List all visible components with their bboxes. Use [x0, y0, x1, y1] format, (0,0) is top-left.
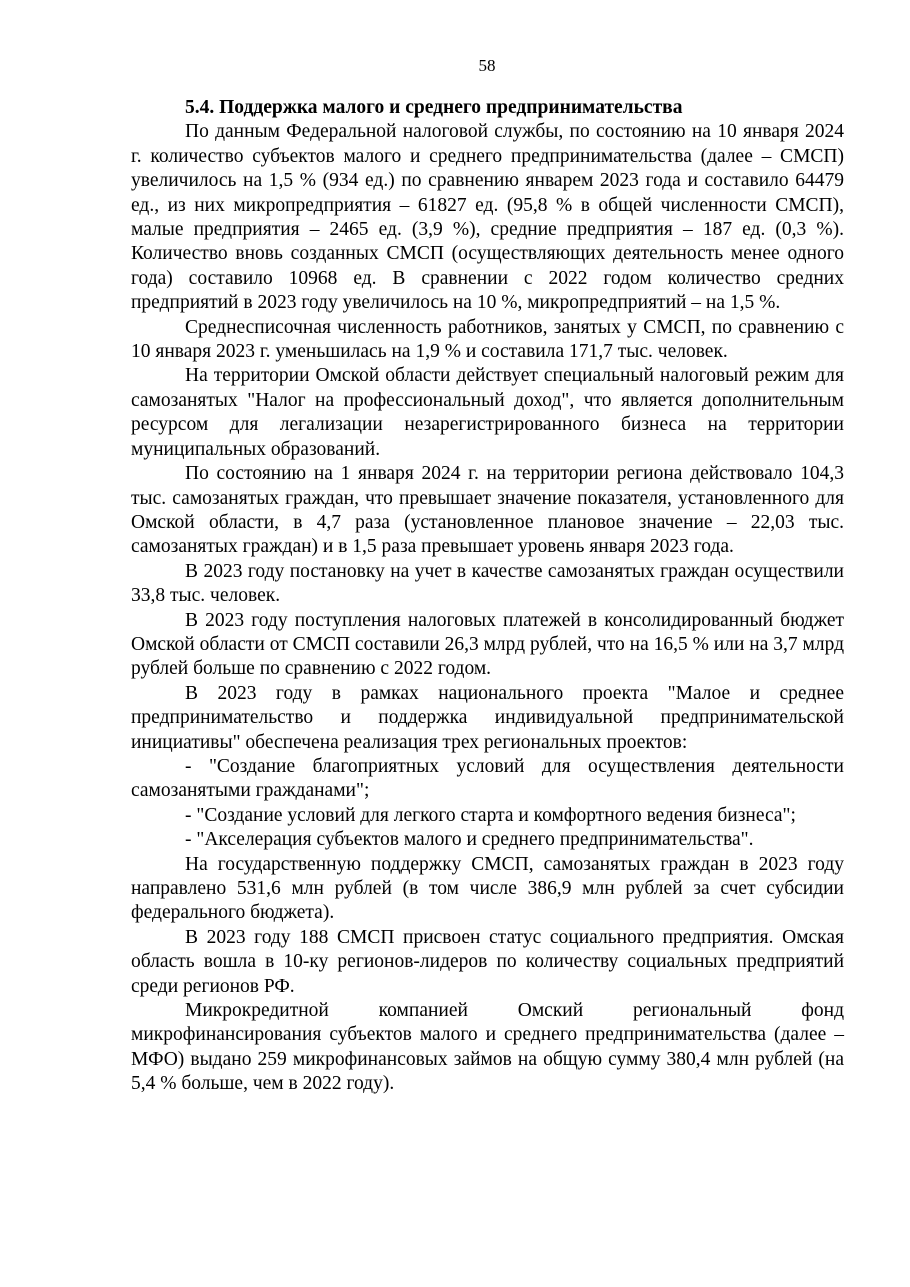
- paragraph-smsp-count: По данным Федеральной налоговой службы, по состоянию на 10 января 2024 г. количество субъектов малого и среднего предпринимательства (далее – СМСП) увеличилось на 1,5 % (934 ед.) по сравнению январем 2023 года и составило 64479 ед., из них микропредприятия – 61827 ед. (95,8 % в общей численности СМСП), малые предприятия – 2465 ед. (3,9 %), средние предприятия – 187 ед. (0,3 %). Количество вновь созданных СМСП (осуществляющих деятельность менее одного года) составило 10968 ед. В сравнении с 2022 годом количество средних предприятий в 2023 году увеличилось на 10 %, микропредприятий – на 1,5 %.: [131, 121, 844, 314]
- list-item-project-1: - "Создание благоприятных условий для осуществления деятельности самозанятыми гражданами";: [131, 755, 844, 802]
- paragraph-national-project: В 2023 году в рамках национального проекта "Малое и среднее предпринимательство и поддержка индивидуальной предпринимательской инициативы" обеспечена реализация трех региональных проектов:: [131, 682, 844, 753]
- paragraph-employees: Среднесписочная численность работников, занятых у СМСП, по сравнению с 10 января 2023 г. уменьшилась на 1,9 % и составила 171,7 тыс. человек.: [131, 316, 844, 363]
- paragraph-state-support: На государственную поддержку СМСП, самозанятых граждан в 2023 году направлено 531,6 млн рублей (в том числе 386,9 млн рублей за счет субсидии федерального бюджета).: [131, 853, 844, 924]
- page-number: 58: [478, 56, 496, 75]
- paragraph-microfinance: Микрокредитной компанией Омский региональный фонд микрофинансирования субъектов малого и среднего предпринимательства (далее – МФО) выдано 259 микрофинансовых займов на общую сумму 380,4 млн рублей (на 5,4 % больше, чем в 2022 году).: [131, 1000, 844, 1095]
- paragraph-tax-regime: На территории Омской области действует специальный налоговый режим для самозанятых "Налог на профессиональный доход", что является дополнительным ресурсом для легализации незарегистрированного бизнеса на территории муниципальных образований.: [131, 365, 844, 460]
- paragraph-tax-payments: В 2023 году поступления налоговых платежей в консолидированный бюджет Омской области от СМСП составили 26,3 млрд рублей, что на 16,5 % или на 3,7 млрд рублей больше по сравнению с 2022 годом.: [131, 609, 844, 680]
- list-item-project-3: - "Акселерация субъектов малого и среднего предпринимательства".: [185, 829, 754, 851]
- paragraph-registration: В 2023 году постановку на учет в качестве самозанятых граждан осуществили 33,8 тыс. человек.: [131, 560, 844, 607]
- list-item-project-2: - "Создание условий для легкого старта и комфортного ведения бизнеса";: [185, 804, 796, 826]
- paragraph-self-employed: По состоянию на 1 января 2024 г. на территории региона действовало 104,3 тыс. самозанятых граждан, что превышает значение показателя, установленного для Омской области, в 4,7 раза (установленное плановое значение – 22,03 тыс. самозанятых граждан) и в 1,5 раза превышает уровень января 2023 года.: [131, 463, 844, 558]
- section-heading: 5.4. Поддержка малого и среднего предпринимательства: [185, 97, 683, 118]
- paragraph-social-enterprise: В 2023 году 188 СМСП присвоен статус социального предприятия. Омская область вошла в 10-ку регионов-лидеров по количеству социальных предприятий среди регионов РФ.: [131, 926, 844, 997]
- document-body: [131, 96, 844, 1097]
